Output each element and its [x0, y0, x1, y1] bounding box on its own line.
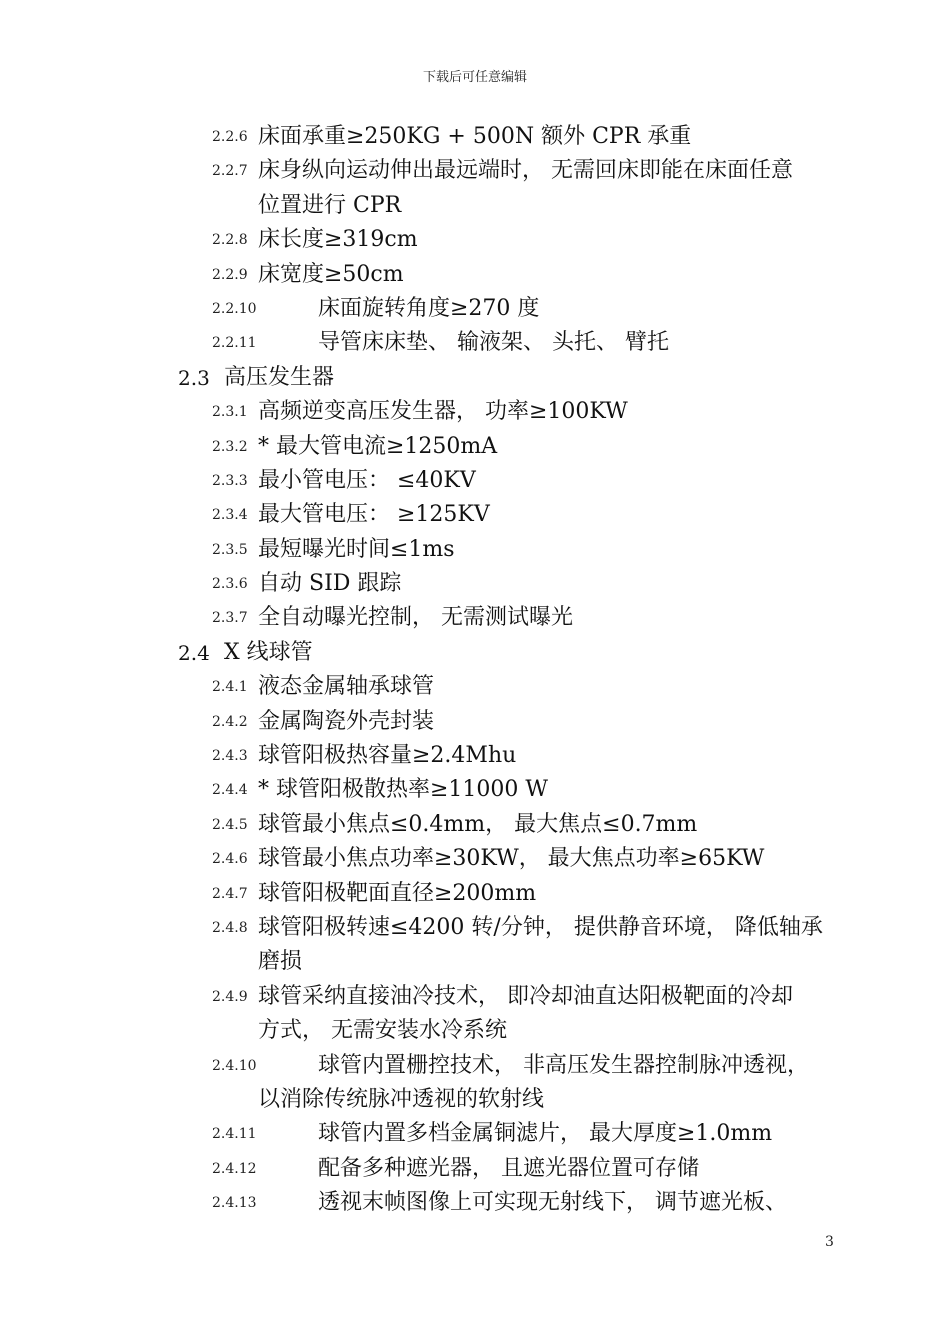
item-number: 2.3.5 — [212, 541, 248, 558]
section-heading — [0, 636, 950, 670]
item-number: 2.4.10 — [212, 1057, 257, 1074]
item-number: 2.2.8 — [212, 232, 248, 249]
spec-item — [0, 1117, 950, 1151]
page-header: 下载后可任意编辑 — [422, 70, 527, 85]
continuation-line — [0, 1083, 950, 1117]
spec-item — [0, 601, 950, 635]
spec-item — [0, 464, 950, 498]
item-text: 全自动曝光控制， 无需测试曝光 — [258, 605, 573, 631]
item-text: * 最大管电流≥1250mA — [258, 433, 498, 459]
section-number: 2.3 — [178, 365, 210, 390]
item-text: 球管采纳直接油冷技术， 即冷却油直达阳极靶面的冷却 — [258, 983, 793, 1009]
spec-item — [0, 1186, 950, 1220]
line-text: 位置进行 CPR — [258, 192, 402, 218]
item-number: 2.4.12 — [212, 1160, 257, 1177]
item-text: 球管阳极靶面直径≥200mm — [258, 880, 537, 906]
spec-item — [0, 739, 950, 773]
item-number: 2.4.8 — [212, 919, 248, 936]
line-text: 以消除传统脉冲透视的软射线 — [258, 1086, 545, 1112]
item-text: 床长度≥319cm — [258, 227, 418, 253]
item-number: 2.2.7 — [212, 163, 248, 180]
item-text: 最短曝光时间≤1ms — [258, 536, 455, 562]
line-text: 磨损 — [258, 949, 303, 975]
item-text: 金属陶瓷外壳封装 — [258, 708, 435, 734]
item-text: 高频逆变高压发生器， 功率≥100KW — [258, 399, 628, 425]
item-number: 2.3.2 — [212, 438, 248, 455]
section-number: 2.4 — [178, 640, 210, 665]
item-text: 球管阳极热容量≥2.4Mhu — [258, 743, 517, 769]
item-number: 2.4.9 — [212, 988, 248, 1005]
item-text: 配备多种遮光器， 且遮光器位置可存储 — [318, 1155, 699, 1181]
spec-item — [0, 877, 950, 911]
spec-item — [0, 120, 950, 154]
item-text: * 球管阳极散热率≥11000 W — [258, 777, 549, 803]
item-text: 球管阳极转速≤4200 转/分钟， 提供静音环境， 降低轴承 — [258, 914, 823, 940]
spec-item — [0, 154, 950, 188]
spec-item — [0, 911, 950, 945]
item-number: 2.3.1 — [212, 404, 248, 421]
item-text: 床宽度≥50cm — [258, 261, 404, 287]
item-number: 2.3.3 — [212, 472, 248, 489]
section-title: X 线球管 — [224, 639, 313, 665]
continuation-line — [0, 945, 950, 979]
item-number: 2.4.4 — [212, 782, 248, 799]
spec-item — [0, 1152, 950, 1186]
item-text: 球管内置栅控技术， 非高压发生器控制脉冲透视， — [318, 1052, 809, 1078]
section-title: 高压发生器 — [224, 364, 335, 390]
continuation-line — [0, 1014, 950, 1048]
spec-item — [0, 292, 950, 326]
spec-item — [0, 430, 950, 464]
page-number: 3 — [825, 1234, 834, 1250]
line-text: 方式， 无需安装水冷系统 — [258, 1018, 507, 1044]
item-text: 最小管电压： ≤40KV — [258, 467, 476, 493]
document-body — [0, 120, 950, 1221]
item-number: 2.2.10 — [212, 300, 257, 317]
item-text: 自动 SID 跟踪 — [258, 571, 402, 597]
item-number: 2.4.13 — [212, 1195, 257, 1212]
item-text: 导管床床垫、 输液架、 头托、 臂托 — [318, 330, 669, 356]
section-heading — [0, 361, 950, 395]
item-text: 透视末帧图像上可实现无射线下， 调节遮光板、 — [318, 1190, 787, 1216]
spec-item — [0, 533, 950, 567]
item-number: 2.3.4 — [212, 507, 248, 524]
item-text: 球管最小焦点≤0.4mm， 最大焦点≤0.7mm — [258, 811, 698, 837]
item-number: 2.4.3 — [212, 748, 248, 765]
spec-item — [0, 395, 950, 429]
item-number: 2.3.6 — [212, 576, 248, 593]
spec-item — [0, 808, 950, 842]
item-number: 2.2.9 — [212, 266, 248, 283]
spec-item — [0, 842, 950, 876]
continuation-line — [0, 189, 950, 223]
spec-item — [0, 258, 950, 292]
item-text: 球管内置多档金属铜滤片， 最大厚度≥1.0mm — [318, 1121, 773, 1147]
item-text: 液态金属轴承球管 — [258, 674, 435, 700]
spec-item — [0, 773, 950, 807]
spec-item — [0, 705, 950, 739]
item-text: 床面旋转角度≥270 度 — [318, 295, 540, 321]
spec-item — [0, 326, 950, 360]
spec-item — [0, 498, 950, 532]
spec-item — [0, 980, 950, 1014]
item-number: 2.4.2 — [212, 713, 248, 730]
spec-item — [0, 670, 950, 704]
item-number: 2.4.5 — [212, 816, 248, 833]
spec-item — [0, 567, 950, 601]
item-text: 球管最小焦点功率≥30KW， 最大焦点功率≥65KW — [258, 846, 765, 872]
item-number: 2.4.7 — [212, 885, 248, 902]
item-number: 2.4.11 — [212, 1126, 257, 1143]
item-text: 床面承重≥250KG + 500N 额外 CPR 承重 — [258, 124, 692, 149]
item-number: 2.4.1 — [212, 679, 248, 696]
item-number: 2.4.6 — [212, 851, 248, 868]
item-text: 最大管电压： ≥125KV — [258, 502, 490, 528]
item-number: 2.3.7 — [212, 610, 248, 627]
spec-item — [0, 223, 950, 257]
item-text: 床身纵向运动伸出最远端时， 无需回床即能在床面任意 — [258, 158, 793, 184]
item-number: 2.2.11 — [212, 335, 257, 352]
item-number: 2.2.6 — [212, 129, 248, 145]
spec-item — [0, 1049, 950, 1083]
